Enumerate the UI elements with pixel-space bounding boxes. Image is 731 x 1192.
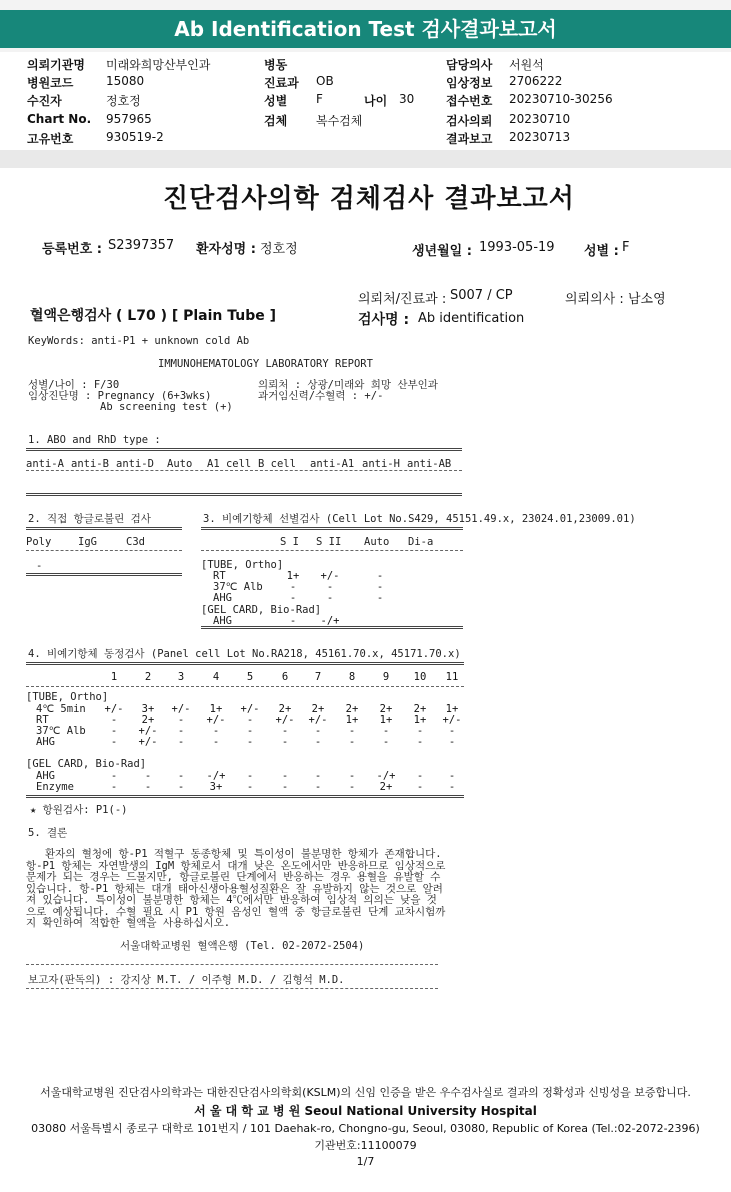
panel-cell-number: 6	[281, 671, 289, 683]
panel-cell: -	[314, 725, 322, 737]
sex-age: 성별/나이 : F/30	[28, 379, 120, 391]
hospital-name: 서 울 대 학 교 병 원 Seoul National University Hospital	[194, 1104, 537, 1118]
header-label: 접수번호	[446, 94, 493, 108]
abo-column-header: B cell	[258, 458, 296, 470]
header-value: OB	[316, 74, 334, 88]
header-value: F	[316, 92, 323, 106]
panel-cell: -	[246, 725, 254, 737]
panel-cell: +/-	[171, 703, 191, 715]
panel-cell-number: 7	[314, 671, 322, 683]
screening-row-label: AHG	[213, 615, 232, 627]
tube-method-label: [TUBE, Ortho]	[201, 559, 284, 571]
screening-cell: -	[289, 581, 297, 593]
conclusion-line: 있습니다. 항-P1 항체는 대개 태아신생아용혈성질환은 잘 유발하지 않는 것으로 알려	[26, 882, 443, 895]
panel-cell: 2+	[141, 714, 155, 726]
panel-cell: -	[314, 781, 322, 793]
panel-cell: -	[448, 725, 456, 737]
abo-column-header: anti-A	[26, 458, 64, 470]
panel-cell: -/+	[376, 770, 396, 782]
sec1-title: 1. ABO and RhD type :	[28, 434, 161, 446]
panel-cell: -	[246, 736, 254, 748]
panel-cell: -/+	[206, 770, 226, 782]
abo-column-header: Auto	[167, 458, 193, 470]
lab-report-title: IMMUNOHEMATOLOGY LABORATORY REPORT	[158, 358, 373, 370]
panel-cell: 1+	[345, 714, 359, 726]
divider	[201, 550, 463, 551]
report-banner: Ab Identification Test 검사결과보고서	[0, 10, 731, 48]
divider	[26, 795, 464, 798]
divider	[26, 493, 462, 496]
panel-cell: -	[177, 714, 185, 726]
panel-cell: 1+	[379, 714, 393, 726]
header-value: 20230710	[509, 112, 571, 126]
divider	[201, 527, 463, 530]
panel-cell-number: 10	[413, 671, 427, 683]
panel-cell: -	[177, 736, 185, 748]
abo-column-header: anti-A1	[310, 458, 355, 470]
screening-cell: -	[326, 581, 334, 593]
sex-value: F	[622, 240, 630, 255]
reg-no-value: S2397357	[108, 238, 175, 253]
panel-cell: -	[348, 725, 356, 737]
panel-cell: +/-	[308, 714, 328, 726]
panel-cell: -	[448, 770, 456, 782]
screening-cell: -	[376, 581, 384, 593]
header-label: 나이	[364, 94, 388, 108]
panel-cell: -	[177, 725, 185, 737]
report-page	[0, 168, 731, 1192]
report-title: 진단검사의학 검체검사 결과보고서	[163, 184, 575, 214]
panel-cell: 3+	[209, 781, 223, 793]
panel-cell-number: 5	[246, 671, 254, 683]
conclusion-line: 지 확인하여 적합한 혈액을 사용하십시오.	[26, 917, 231, 929]
panel-cell: +/-	[240, 703, 260, 715]
panel-cell: -	[177, 781, 185, 793]
abo-column-header: A1 cell	[207, 458, 252, 470]
panel-cell: -	[281, 781, 289, 793]
blood-bank-contact: 서울대학교병원 혈액은행 (Tel. 02-2072-2504)	[120, 940, 365, 952]
panel-cell: -	[212, 736, 220, 748]
clinical-diagnosis: 임상진단명 : Pregnancy (6+3wks)	[28, 390, 212, 402]
panel-cell: -	[110, 736, 118, 748]
divider	[26, 988, 438, 989]
header-label: 성별	[264, 94, 288, 108]
panel-cell-number: 1	[110, 671, 118, 683]
header-value: 15080	[106, 74, 145, 88]
header-label: 의뢰기관명	[27, 58, 85, 72]
header-label: 검체	[264, 114, 288, 128]
panel-cell: 3+	[141, 703, 155, 715]
dob-value: 1993-05-19	[479, 240, 555, 255]
header-value: 서원석	[509, 58, 544, 72]
panel-cell: +/-	[104, 703, 124, 715]
panel-cell: -	[416, 725, 424, 737]
panel-cell: -	[110, 770, 118, 782]
reporters: 보고자(판독의) : 강지상 M.T. / 이주형 M.D. / 김형석 M.D.	[28, 974, 345, 986]
panel-cell: -	[246, 781, 254, 793]
header-label: 수진자	[27, 94, 62, 108]
abo-column-header: anti-D	[116, 458, 154, 470]
screening-cell: -	[289, 615, 297, 627]
dat-column-header: Poly	[26, 536, 52, 548]
org-code: 기관번호:11100079	[314, 1139, 417, 1152]
screening-column-header: Auto	[364, 536, 390, 548]
panel-cell: -	[416, 781, 424, 793]
sec4-title: 4. 비예기항체 동정검사 (Panel cell Lot No.RA218, 45161.70.x, 45171.70.x)	[28, 648, 461, 660]
patient-name-label: 환자성명 :	[196, 242, 256, 257]
panel-cell: -	[448, 736, 456, 748]
panel-cell-number: 4	[212, 671, 220, 683]
panel-row-label: AHG	[36, 736, 55, 748]
panel-row-label: 4℃ 5min	[36, 703, 86, 715]
screening-row-label: RT	[213, 570, 226, 582]
dat-column-header: C3d	[126, 536, 145, 548]
panel-cell: +/-	[138, 736, 158, 748]
panel-cell-number: 11	[445, 671, 459, 683]
panel-cell: -	[348, 770, 356, 782]
panel-cell: +/-	[442, 714, 462, 726]
exam-name-label: 검사명 :	[358, 312, 410, 328]
sec5-title: 5. 결론	[28, 827, 68, 839]
panel-cell: 1+	[445, 703, 459, 715]
conclusion-line: 으로 예상됩니다. 수혈 필요 시 P1 항원 음성인 혈액 중 항글로불린 단계 교차시험까	[26, 905, 446, 918]
abo-column-header: anti-AB	[407, 458, 452, 470]
panel-cell: -	[348, 781, 356, 793]
screening-cell: 1+	[286, 570, 300, 582]
doctor-value: 남소영	[628, 292, 666, 307]
conclusion-line: 항-P1 항체는 자연발생의 IgM 항체로서 대개 낮은 온도에서만 반응하므로 임상적으로	[26, 859, 446, 872]
panel-cell: -	[110, 725, 118, 737]
divider	[26, 448, 462, 451]
header-value: 20230713	[509, 130, 571, 144]
panel-cell: -	[448, 781, 456, 793]
client: 의뢰처 : 상광/미래와 희망 산부인과	[258, 379, 438, 391]
dat-value: -	[36, 560, 43, 572]
panel-cell: +/-	[206, 714, 226, 726]
header-value: 30	[399, 92, 415, 106]
keywords: KeyWords: anti-P1 + unknown cold Ab	[28, 335, 250, 347]
panel-cell: 2+	[413, 703, 427, 715]
header-value: 복수검체	[316, 114, 363, 128]
panel-cell: -	[382, 725, 390, 737]
header-label: 진료과	[264, 76, 299, 90]
divider	[26, 550, 182, 551]
screening-row-label: AHG	[213, 592, 232, 604]
panel-cell: -	[246, 714, 254, 726]
panel-cell: -	[212, 725, 220, 737]
screening-column-header: Di-a	[408, 536, 434, 548]
panel-cell: -	[281, 736, 289, 748]
header-value: 미래와희망산부인과	[106, 58, 211, 72]
dept-label: 의뢰처/진료과 :	[358, 292, 447, 307]
panel-cell: -	[177, 770, 185, 782]
panel-cell-number: 2	[144, 671, 152, 683]
panel-cell: -	[144, 781, 152, 793]
header-label: 담당의사	[446, 58, 493, 72]
patient-name-value: 정호정	[260, 242, 298, 257]
divider	[26, 470, 462, 471]
divider	[26, 527, 182, 530]
conclusion-line: 환자의 혈청에 항-P1 적혈구 동종항체 및 특이성이 불분명한 항체가 존재합니다.	[26, 848, 442, 860]
panel-cell: 1+	[413, 714, 427, 726]
panel-cell: 2+	[278, 703, 292, 715]
panel-cell: -	[382, 736, 390, 748]
screening-cell: -	[376, 570, 384, 582]
screening-cell: -	[289, 592, 297, 604]
panel-cell-number: 8	[348, 671, 356, 683]
header-value: 957965	[106, 112, 152, 126]
header-label: 임상정보	[446, 76, 493, 90]
header-label: 고유번호	[27, 132, 74, 146]
divider	[26, 686, 464, 687]
divider	[201, 626, 463, 629]
exam-name-value: Ab identification	[418, 311, 525, 326]
panel-cell: -	[110, 714, 118, 726]
exam-title: 혈액은행검사 ( L70 ) [ Plain Tube ]	[30, 308, 277, 324]
panel-cell: -	[110, 781, 118, 793]
header-label: Chart No.	[27, 112, 92, 126]
header-label: 검사의뢰	[446, 114, 493, 128]
screening-cell: -/+	[320, 615, 340, 627]
request-info-header	[0, 52, 731, 150]
hospital-address: 03080 서울특별시 종로구 대학로 101번지 / 101 Daehak-ro, Chongno-gu, Seoul, 03080, Republic of Korea (Tel.:02-2072-2396)	[31, 1122, 700, 1135]
panel-cell: +/-	[275, 714, 295, 726]
panel-cell: -	[314, 736, 322, 748]
dat-column-header: IgG	[78, 536, 97, 548]
clinical-diagnosis-2: Ab screening test (+)	[100, 401, 233, 413]
panel-cell-number: 3	[177, 671, 185, 683]
panel-row-label: RT	[36, 714, 49, 726]
reg-no-label: 등록번호 :	[42, 242, 102, 257]
screening-column-header: S II	[316, 536, 342, 548]
gel-method-label: [GEL CARD, Bio-Rad]	[201, 604, 322, 616]
sec3-title: 3. 비예기항체 선별검사 (Cell Lot No.S429, 45151.49.x, 23024.01,23009.01)	[203, 513, 636, 525]
panel-cell: -	[281, 770, 289, 782]
header-value: 20230710-30256	[509, 92, 613, 106]
header-value: 930519-2	[106, 130, 164, 144]
panel-cell: -	[281, 725, 289, 737]
header-value: 2706222	[509, 74, 563, 88]
page-number: 1/7	[356, 1155, 375, 1168]
screening-cell: -	[376, 592, 384, 604]
header-label: 결과보고	[446, 132, 493, 146]
panel-cell: -	[246, 770, 254, 782]
antigen-test: ★ 항원검사: P1(-)	[30, 804, 128, 816]
panel-cell: -	[416, 736, 424, 748]
panel-row-label: AHG	[36, 770, 55, 782]
tube-method-label: [TUBE, Ortho]	[26, 691, 109, 703]
abo-column-header: anti-B	[71, 458, 109, 470]
panel-cell: 1+	[209, 703, 223, 715]
panel-cell: +/-	[138, 725, 158, 737]
certification-note: 서울대학교병원 진단검사의학과는 대한진단검사의학회(KSLM)의 신임 인증을 받은 우수검사실로 결과의 정확성과 신빙성을 보증합니다.	[40, 1086, 691, 1099]
panel-cell: -	[348, 736, 356, 748]
divider	[26, 964, 438, 965]
header-label: 병원코드	[27, 76, 74, 90]
divider	[26, 573, 182, 576]
panel-cell: 2+	[345, 703, 359, 715]
conclusion-line: 문제가 되는 경우는 드물지만, 항글로불린 단계에서 반응하는 경우 용혈을 유발할 수	[26, 871, 441, 883]
panel-cell: 2+	[379, 781, 393, 793]
abo-column-header: anti-H	[362, 458, 400, 470]
panel-cell: -	[314, 770, 322, 782]
transfusion-history: 과거임신력/수혈력 : +/-	[258, 390, 384, 402]
panel-row-label: 37℃ Alb	[36, 725, 86, 737]
panel-row-label: Enzyme	[36, 781, 74, 793]
screening-cell: -	[326, 592, 334, 604]
screening-cell: +/-	[320, 570, 340, 582]
screening-row-label: 37℃ Alb	[213, 581, 263, 593]
divider	[26, 662, 464, 665]
separator-band	[0, 150, 731, 168]
dob-label: 생년월일 :	[412, 244, 472, 259]
gel-method-label: [GEL CARD, Bio-Rad]	[26, 758, 147, 770]
panel-cell: -	[416, 770, 424, 782]
sec2-title: 2. 직접 항글로불린 검사	[28, 513, 151, 525]
doctor-label: 의뢰의사 :	[565, 292, 624, 307]
panel-cell: 2+	[311, 703, 325, 715]
conclusion-line: 져 있습니다. 특이성이 불분명한 항체는 4℃에서만 반응하여 임상적 의의는 낮을 것	[26, 894, 437, 906]
header-label: 병동	[264, 58, 288, 72]
panel-cell: -	[144, 770, 152, 782]
panel-cell: 2+	[379, 703, 393, 715]
header-value: 정호정	[106, 94, 141, 108]
panel-cell-number: 9	[382, 671, 390, 683]
screening-column-header: S I	[280, 536, 299, 548]
sex-label: 성별 :	[584, 244, 619, 259]
dept-value: S007 / CP	[450, 288, 513, 303]
